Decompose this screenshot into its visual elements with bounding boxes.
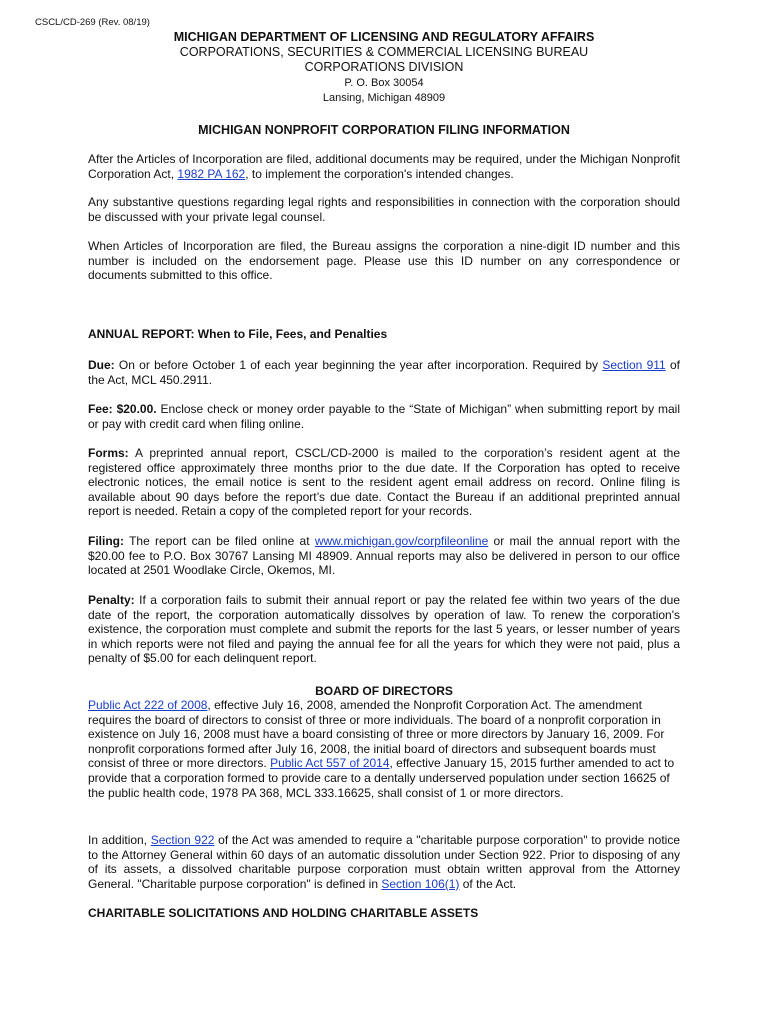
intro-paragraph-2: Any substantive questions regarding legal rights and responsibilities in connection with the corporation should be discussed with your private legal counsel. [88,195,680,224]
board-heading: BOARD OF DIRECTORS [315,684,453,698]
annual-report-heading: ANNUAL REPORT: When to File, Fees, and Penalties [88,327,388,341]
page-title: MICHIGAN NONPROFIT CORPORATION FILING INFORMATION [198,123,570,137]
charitable-heading: CHARITABLE SOLICITATIONS AND HOLDING CHARITABLE ASSETS [88,906,479,920]
link-public-act-557[interactable]: Public Act 557 of 2014 [270,756,390,771]
link-1982-pa-162[interactable]: 1982 PA 162 [177,166,246,181]
due-paragraph: Due: On or before October 1 of each year beginning the year after incorporation. Required by Section 911 of the Act, MCL 450.2911. [88,358,680,387]
link-section-106[interactable]: Section 106(1) [381,876,460,891]
intro-paragraph-3: When Articles of Incorporation are filed, the Bureau assigns the corporation a nine-digit ID number and this number is included on the endorsement page. Please use this ID number on any correspondence or documents submitted to this office. [88,239,680,283]
link-corpfileonline[interactable]: www.michigan.gov/corpfileonline [314,534,489,548]
po-box: P. O. Box 30054 [344,77,424,89]
addition-paragraph: In addition, Section 922 of the Act was amended to require a "charitable purpose corporation" to provide notice to the Attorney General within 60 days of an automatic dissolution under Section 922. Prior to disposing of any of its assets, a dissolved charitable purpose corporation must obtain written approval from the Attorney General. "Charitable purpose corporation" is defined in Section 106(1) of the Act. [88,833,681,891]
fee-paragraph: Fee: $20.00. Enclose check or money order payable to the “State of Michigan” when submitting report by mail or pay with credit card when filing online. [88,402,680,431]
bureau-name: CORPORATIONS, SECURITIES & COMMERCIAL LICENSING BUREAU [179,45,589,59]
forms-paragraph: Forms: A preprinted annual report, CSCL/CD-2000 is mailed to the corporation’s resident agent at the registered office approximately three months prior to the due date. If the Corporation has opted to receive electronic notices, the email notice is sent to the resident agent email address on record. Online filing is available about 90 days before the report’s due date. Contact the Bureau if an additional preprinted annual report is needed. Retain a copy of the completed report for your records. [88,446,680,519]
filing-paragraph: Filing: The report can be filed online at www.michigan.gov/corpfileonline or mail the annual report with the $20.00 fee to P.O. Box 30767 Lansing MI 48909. Annual reports may also be delivered in person to our office located at 2501 Woodlake Circle, Okemos, MI. [88,534,680,578]
division-name: CORPORATIONS DIVISION [304,60,464,74]
link-section-922[interactable]: Section 922 [150,833,215,847]
board-paragraph: Public Act 222 of 2008, effective July 16, 2008, amended the Nonprofit Corporation Act. The amendment requires the board of directors to consist of three or more individuals. The board of a nonprofit corporation in existence on July 16, 2008 must have a board consisting of three or more directors by January 16, 2009. For nonprofit corporations formed after July 16, 2008, the initial board of directors and subsequent boards must consist of three or more directors. Public Act 557 of 2014, effective January 15, 2015 further amended to act to provide that a corporation formed to provide care to a dentally underserved population under section 16625 of the public health code, 1978 PA 368, MCL 333.16625, shall consist of 1 or more directors. [88,698,675,800]
form-code: CSCL/CD-269 (Rev. 08/19) [35,17,150,28]
penalty-paragraph: Penalty: If a corporation fails to submit their annual report or pay the related fee within two years of the due date of the report, the corporation automatically dissolves by operation of law. To renew the corporation's existence, the corporation must complete and submit the reports for the last 5 years, or lesser number of years in which reports were not filed and paying the annual fee for all the years for which they were not paid, plus a penalty of $5.00 for each delinquent report. [88,593,680,666]
link-section-911[interactable]: Section 911 [602,358,666,372]
department-name: MICHIGAN DEPARTMENT OF LICENSING AND REGULATORY AFFAIRS [173,30,595,44]
city: Lansing, Michigan 48909 [322,92,446,104]
link-public-act-222[interactable]: Public Act 222 of 2008 [88,698,208,712]
intro-paragraph-1: After the Articles of Incorporation are filed, additional documents may be required, under the Michigan Nonprofit Corporation Act, 1982 PA 162, to implement the corporation's intended changes. [88,152,680,181]
